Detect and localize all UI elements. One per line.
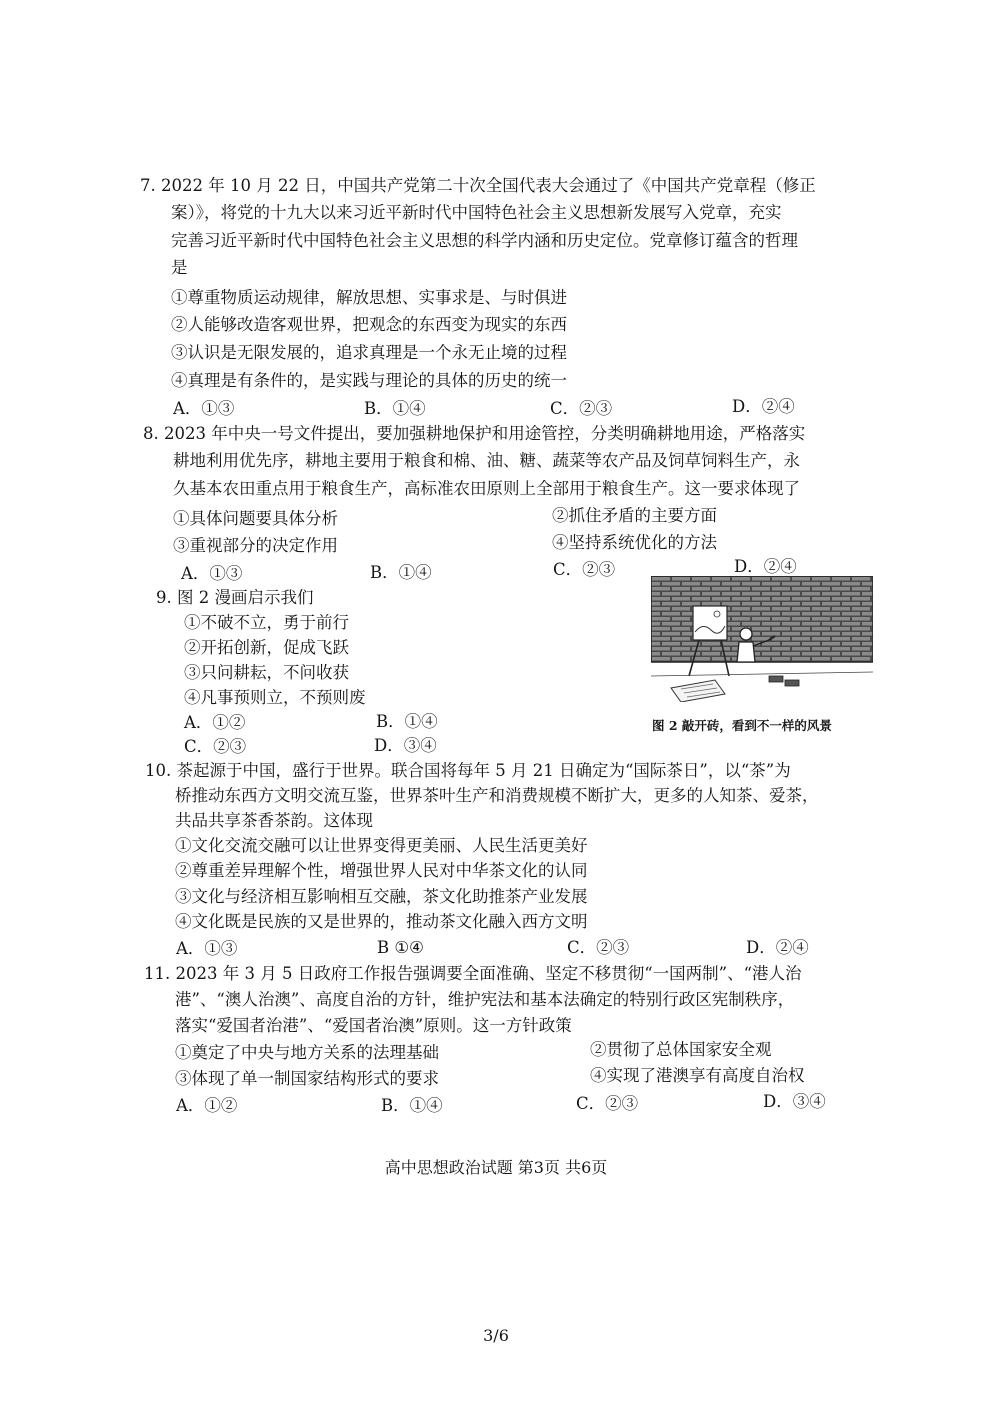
q10-option-a: A．①③: [176, 939, 238, 958]
q11-option-d: D．③④: [763, 1092, 826, 1111]
q11-item-2: ②贯彻了总体国家安全观: [590, 1040, 772, 1059]
q9-stem: 9. 图 2 漫画启示我们: [156, 588, 314, 607]
q8-item-1: ①具体问题要具体分析: [173, 509, 338, 528]
q9-option-b: B．①④: [376, 712, 438, 731]
q7-item-3: ③认识是无限发展的，追求真理是一个永无止境的过程: [171, 343, 567, 362]
q11-item-4: ④实现了港澳享有高度自治权: [590, 1066, 805, 1085]
q10-option-b: B ①④: [377, 938, 424, 957]
q9-item-1: ①不破不立，勇于前行: [184, 613, 349, 632]
q10-item-2: ②尊重差异理解个性，增强世界人民对中华茶文化的认同: [175, 861, 588, 880]
q8-stem-line-3: 久基本农田重点用于粮食生产，高标准农田原则上全部用于粮食生产。这一要求体现了: [173, 479, 800, 498]
page-number: 3/6: [483, 1326, 509, 1345]
q9-option-d: D．③④: [374, 736, 437, 755]
q8-item-3: ③重视部分的决定作用: [173, 536, 338, 555]
figure-2-caption: 图 2 敲开砖，看到不一样的风景: [652, 718, 832, 733]
q10-item-1: ①文化交流交融可以让世界变得更美丽、人民生活更美好: [175, 836, 588, 855]
q10-stem-line-2: 桥推动东西方文明交流互鉴，世界茶叶生产和消费规模不断扩大，更多的人知茶、爱茶，: [175, 786, 819, 805]
q11-option-c: C．②③: [576, 1094, 639, 1113]
q7-stem-line-3: 完善习近平新时代中国特色社会主义思想的科学内涵和历史定位。党章修订蕴含的哲理: [171, 231, 798, 250]
q7-option-d: D．②④: [732, 397, 795, 416]
q8-option-c: C．②③: [553, 560, 616, 579]
q9-item-3: ③只问耕耘，不问收获: [184, 663, 349, 682]
q8-item-2: ②抓住矛盾的主要方面: [552, 506, 717, 525]
q7-item-1: ①尊重物质运动规律，解放思想、实事求是、与时俱进: [171, 288, 567, 307]
q8-stem-line-2: 耕地利用优先序，耕地主要用于粮食和棉、油、糖、蔬菜等农产品及饲草饲料生产，永: [173, 451, 800, 470]
q11-stem-line-3: 落实“爱国者治港”、“爱国者治澳”原则。这一方针政策: [175, 1016, 572, 1035]
q10-stem-line-1: 10. 茶起源于中国，盛行于世界。联合国将每年 5 月 21 日确定为“国际茶日”，以“茶”为: [145, 761, 791, 780]
cartoon-man-tapping-brick-wall-icon: [651, 576, 873, 702]
q11-stem-line-2: 港”、“澳人治澳”、高度自治的方针，维护宪法和基本法确定的特别行政区宪制秩序，: [175, 990, 795, 1009]
q10-option-d: D．②④: [746, 938, 809, 957]
q8-option-b: B．①④: [370, 563, 432, 582]
q8-option-d: D．②④: [734, 557, 797, 576]
q8-item-4: ④坚持系统优化的方法: [552, 533, 717, 552]
q7-item-4: ④真理是有条件的，是实践与理论的具体的历史的统一: [171, 371, 567, 390]
q7-option-b: B．①④: [364, 399, 426, 418]
q9-item-2: ②开拓创新，促成飞跃: [184, 638, 349, 657]
q7-stem-line-1: 7. 2022 年 10 月 22 日，中国共产党第二十次全国代表大会通过了《中国共产党章程（修正: [140, 176, 816, 195]
q11-stem-line-1: 11. 2023 年 3 月 5 日政府工作报告强调要全面准确、坚定不移贯彻“一国两制”、“港人治: [144, 964, 802, 983]
q8-option-a: A．①③: [181, 564, 243, 583]
q10-item-4: ④文化既是民族的又是世界的，推动茶文化融入西方文明: [175, 912, 588, 931]
q9-option-a: A．①②: [184, 713, 246, 732]
q7-stem-line-2: 案）》，将党的十九大以来习近平新时代中国特色社会主义思想新发展写入党章，充实: [171, 203, 782, 222]
q11-option-b: B．①④: [381, 1096, 443, 1115]
q10-stem-line-3: 共品共享茶香茶韵。这体现: [175, 811, 373, 830]
q7-option-a: A．①③: [173, 399, 235, 418]
q11-item-3: ③体现了单一制国家结构形式的要求: [175, 1069, 439, 1088]
q9-item-4: ④凡事预则立，不预则废: [184, 688, 366, 707]
q7-stem-line-4: 是: [171, 258, 188, 277]
q10-item-3: ③文化与经济相互影响相互交融，茶文化助推茶产业发展: [175, 887, 588, 906]
q11-item-1: ①奠定了中央与地方关系的法理基础: [175, 1043, 439, 1062]
q7-item-2: ②人能够改造客观世界，把观念的东西变为现实的东西: [171, 315, 567, 334]
q11-option-a: A．①②: [176, 1096, 238, 1115]
q10-option-c: C．②③: [567, 938, 630, 957]
page-footer: 高中思想政治试题 第3页 共6页: [384, 1158, 608, 1177]
q7-option-c: C．②③: [550, 399, 613, 418]
q8-stem-line-1: 8. 2023 年中央一号文件提出，要加强耕地保护和用途管控，分类明确耕地用途，严格落实: [143, 424, 806, 443]
q9-option-c: C．②③: [184, 737, 247, 756]
